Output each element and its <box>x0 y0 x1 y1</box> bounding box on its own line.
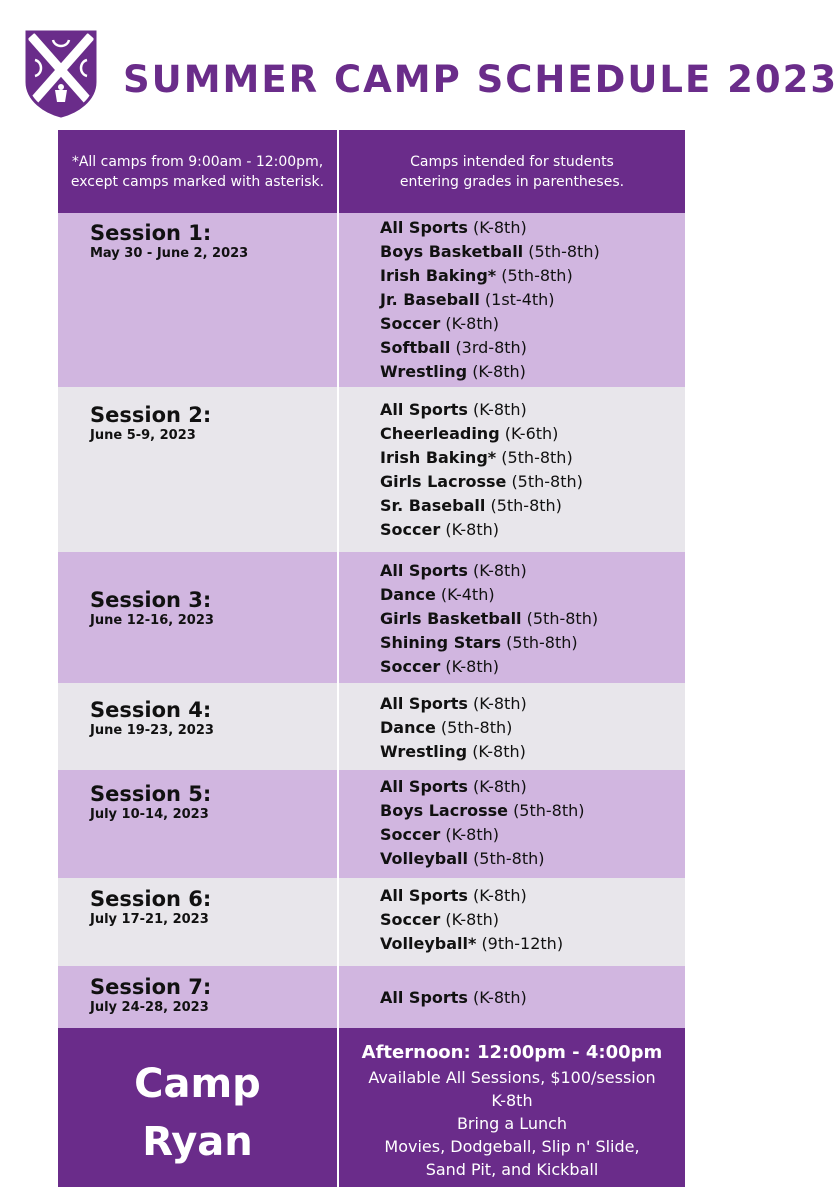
session-row <box>58 878 685 966</box>
camp-grades: (K-4th) <box>440 585 495 604</box>
session-row <box>58 552 685 683</box>
camp-grades: (K-8th) <box>473 988 527 1007</box>
camp-name: Wrestling <box>380 362 468 381</box>
session-dates: June 5-9, 2023 <box>90 428 196 443</box>
camp-name: Soccer <box>380 657 441 676</box>
camp-ryan-line: Bring a Lunch <box>456 1114 568 1133</box>
camp-grades: (5th-8th) <box>440 718 513 737</box>
camp-name: Cheerleading <box>380 424 500 443</box>
camp-item <box>380 884 563 908</box>
header-grades-note <box>339 130 685 213</box>
camp-item <box>380 422 583 446</box>
camp-name: Volleyball* <box>380 934 477 953</box>
camp-grades: (K-8th) <box>445 520 499 539</box>
session-row <box>58 966 685 1028</box>
camp-item <box>380 336 600 360</box>
session-label <box>90 887 211 929</box>
camp-name: All Sports <box>380 694 468 713</box>
session-row <box>58 770 685 878</box>
camp-name: All Sports <box>380 777 468 796</box>
camp-grades: (5th-8th) <box>528 242 600 261</box>
camp-item <box>380 986 527 1010</box>
camp-grades: (K-8th) <box>473 400 527 419</box>
camp-grades: (K-8th) <box>472 742 526 761</box>
camp-item <box>380 216 600 240</box>
header-left-line-2: except camps marked with asterisk. <box>70 173 325 190</box>
camp-name: Soccer <box>380 520 441 539</box>
header-right-line-2: entering grades in parentheses. <box>399 173 625 190</box>
camp-item <box>380 847 585 871</box>
camp-list <box>380 216 600 384</box>
camp-grades: (K-8th) <box>473 886 527 905</box>
camp-item <box>380 518 583 542</box>
camp-ryan-row <box>58 1028 685 1187</box>
camp-grades: (5th-8th) <box>511 472 583 491</box>
camp-grades: (5th-8th) <box>501 448 573 467</box>
camp-grades: (5th-8th) <box>473 849 545 868</box>
camp-item <box>380 799 585 823</box>
camp-ryan-line: Sand Pit, and Kickball <box>425 1160 599 1179</box>
camp-grades: (5th-8th) <box>490 496 562 515</box>
camp-list <box>380 986 527 1010</box>
camp-item <box>380 692 527 716</box>
camp-grades: (5th-8th) <box>506 633 578 652</box>
camp-name: Girls Basketball <box>380 609 522 628</box>
camp-name: All Sports <box>380 886 468 905</box>
camp-item <box>380 655 598 679</box>
camp-name: All Sports <box>380 988 468 1007</box>
camp-item <box>380 823 585 847</box>
camp-name: Boys Lacrosse <box>380 801 508 820</box>
camp-item <box>380 740 527 764</box>
camp-name: Irish Baking* <box>380 266 497 285</box>
camp-grades: (5th-8th) <box>526 609 599 628</box>
camp-item <box>380 240 600 264</box>
column-divider <box>337 130 339 1187</box>
session-row <box>58 387 685 552</box>
camp-name: Irish Baking* <box>380 448 497 467</box>
session-dates: May 30 - June 2, 2023 <box>90 246 249 261</box>
session-label <box>90 782 211 824</box>
table-header <box>58 130 685 213</box>
session-label <box>90 221 248 263</box>
schedule-table <box>58 130 685 1187</box>
camp-item <box>380 494 583 518</box>
camp-item <box>380 583 598 607</box>
camp-grades: (5th-8th) <box>513 801 585 820</box>
camp-item <box>380 470 583 494</box>
camp-name: Girls Lacrosse <box>380 472 507 491</box>
session-title: Session 1: <box>90 221 212 245</box>
session-title: Session 7: <box>90 975 212 999</box>
camp-name: Shining Stars <box>380 633 502 652</box>
camp-ryan-title-line-1: Camp <box>134 1061 261 1107</box>
camp-list <box>380 884 563 956</box>
camp-list <box>380 398 583 542</box>
session-label <box>90 403 211 445</box>
session-title: Session 2: <box>90 403 212 427</box>
camp-name: Jr. Baseball <box>380 290 480 309</box>
header-hours-note <box>58 130 337 213</box>
camp-grades: (K-8th) <box>472 362 526 381</box>
session-title: Session 5: <box>90 782 212 806</box>
camp-list <box>380 559 598 679</box>
session-dates: July 24-28, 2023 <box>90 1000 209 1015</box>
camp-item <box>380 559 598 583</box>
camp-item <box>380 631 598 655</box>
session-title: Session 6: <box>90 887 212 911</box>
camp-grades: (3rd-8th) <box>455 338 527 357</box>
session-dates: June 19-23, 2023 <box>90 723 214 738</box>
camp-ryan-line: K-8th <box>491 1091 533 1110</box>
camp-list <box>380 692 527 764</box>
session-label <box>90 588 214 630</box>
camp-item <box>380 932 563 956</box>
camp-item <box>380 908 563 932</box>
camp-list <box>380 775 585 871</box>
camp-grades: (K-8th) <box>445 314 499 333</box>
camp-grades: (K-8th) <box>445 657 499 676</box>
camp-item <box>380 775 585 799</box>
camp-ryan-line: Available All Sessions, $100/session <box>368 1068 656 1087</box>
header-right-line-1: Camps intended for students <box>410 153 614 170</box>
camp-item <box>380 716 527 740</box>
camp-item <box>380 607 598 631</box>
session-row <box>58 213 685 387</box>
camp-item <box>380 288 600 312</box>
camp-ryan-title-line-2: Ryan <box>142 1119 253 1165</box>
camp-name: Soccer <box>380 314 441 333</box>
camp-grades: (K-8th) <box>445 825 499 844</box>
camp-item <box>380 360 600 384</box>
camp-grades: (9th-12th) <box>481 934 564 953</box>
camp-name: Softball <box>380 338 451 357</box>
camp-name: Soccer <box>380 825 441 844</box>
camp-name: Dance <box>380 718 436 737</box>
camp-grades: (K-8th) <box>473 561 527 580</box>
crest-shield-icon <box>25 30 97 118</box>
camp-grades: (K-8th) <box>445 910 499 929</box>
header-left-line-1: *All camps from 9:00am - 12:00pm, <box>71 153 324 170</box>
camp-item <box>380 264 600 288</box>
camp-name: All Sports <box>380 218 468 237</box>
session-dates: July 17-21, 2023 <box>90 912 209 927</box>
camp-grades: (5th-8th) <box>501 266 573 285</box>
camp-ryan-line: Movies, Dodgeball, Slip n' Slide, <box>384 1137 640 1156</box>
camp-item <box>380 446 583 470</box>
camp-name: All Sports <box>380 561 468 580</box>
camp-grades: (K-6th) <box>504 424 559 443</box>
camp-name: Soccer <box>380 910 441 929</box>
camp-name: Sr. Baseball <box>380 496 486 515</box>
camp-name: Boys Basketball <box>380 242 524 261</box>
page-title: SUMMER CAMP SCHEDULE 2023 <box>123 58 838 101</box>
camp-item <box>380 312 600 336</box>
camp-name: All Sports <box>380 400 468 419</box>
camp-ryan-details <box>339 1040 685 1181</box>
session-label <box>90 975 211 1017</box>
camp-grades: (K-8th) <box>473 218 527 237</box>
session-title: Session 3: <box>90 588 212 612</box>
camp-name: Wrestling <box>380 742 468 761</box>
school-crest-logo <box>25 30 97 118</box>
camp-name: Volleyball <box>380 849 468 868</box>
camp-name: Dance <box>380 585 436 604</box>
session-label <box>90 698 214 740</box>
camp-ryan-title <box>58 1055 337 1171</box>
camp-item <box>380 398 583 422</box>
session-title: Session 4: <box>90 698 212 722</box>
session-row <box>58 683 685 770</box>
session-dates: July 10-14, 2023 <box>90 807 209 822</box>
camp-grades: (K-8th) <box>473 694 527 713</box>
camp-grades: (1st-4th) <box>484 290 555 309</box>
session-dates: June 12-16, 2023 <box>90 613 214 628</box>
camp-ryan-hours: Afternoon: 12:00pm - 4:00pm <box>361 1042 663 1063</box>
camp-grades: (K-8th) <box>473 777 527 796</box>
